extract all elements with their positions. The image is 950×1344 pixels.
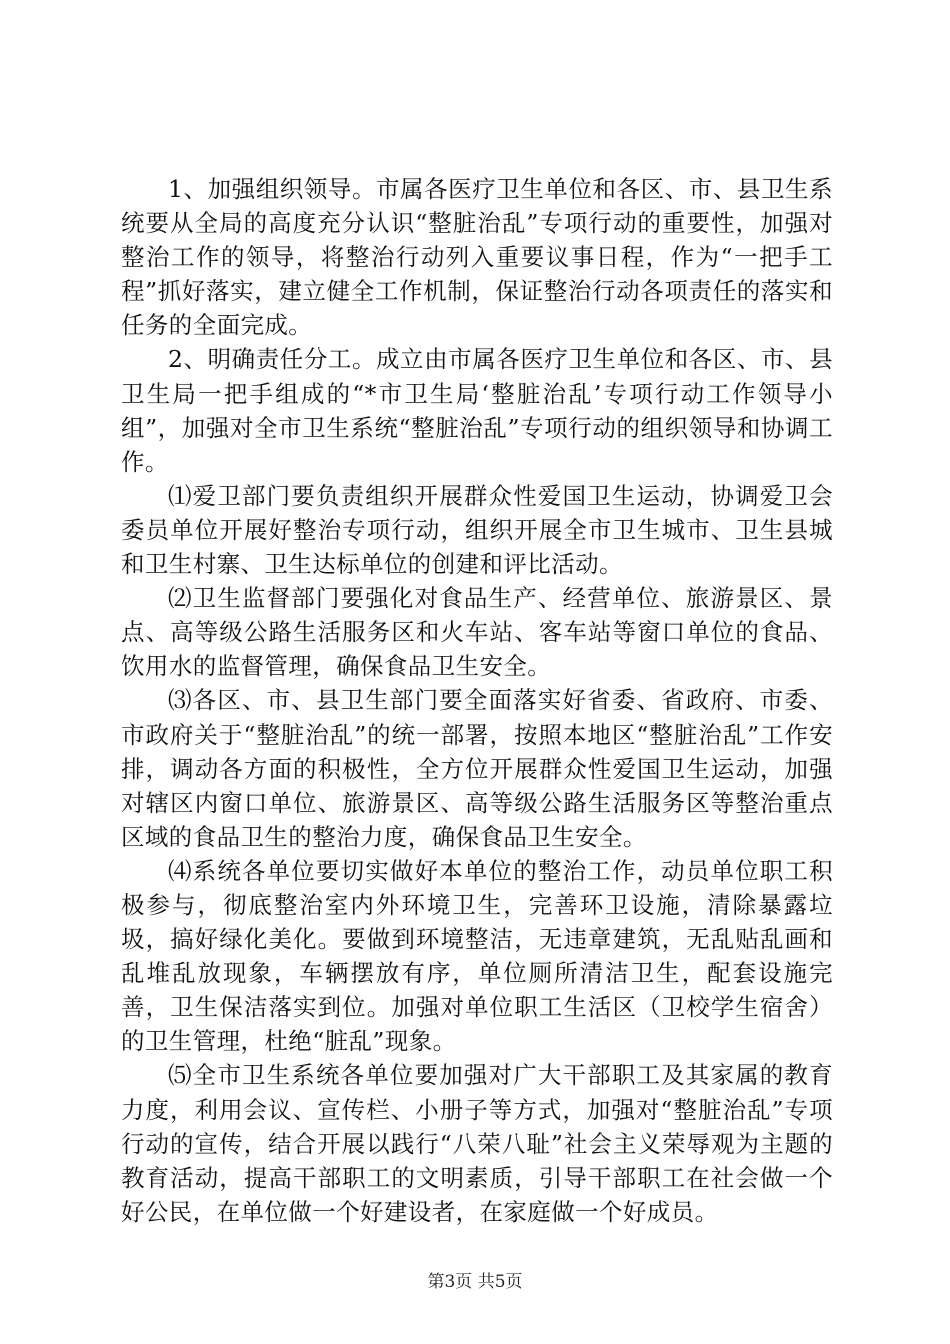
paragraph-item-3: ⑶各区、市、县卫生部门要全面落实好省委、省政府、市委、市政府关于“整脏治乱”的统一部署，按照本地区“整脏治乱”工作安排，调动各方面的积极性，全方位开展群众性爱国卫生运动，加强对辖区内窗口单位、旅游景区、高等级公路生活服务区等整治重点区域的食品卫生的整治力度，确保食品卫生安全。 bbox=[121, 686, 833, 851]
document-body bbox=[121, 172, 833, 1229]
paragraph-item-5: ⑸全市卫生系统各单位要加强对广大干部职工及其家属的教育力度，利用会议、宣传栏、小册子等方式，加强对“整脏治乱”专项行动的宣传，结合开展以践行“八荣八耻”社会主义荣辱观为主题的教育活动，提高干部职工的文明素质，引导干部职工在社会做一个好公民，在单位做一个好建设者，在家庭做一个好成员。 bbox=[121, 1061, 833, 1226]
paragraph-item-4: ⑷系统各单位要切实做好本单位的整治工作，动员单位职工积极参与，彻底整治室内外环境卫生，完善环卫设施，清除暴露垃圾，搞好绿化美化。要做到环境整洁，无违章建筑，无乱贴乱画和乱堆乱放现象，车辆摆放有序，单位厕所清洁卫生，配套设施完善，卫生保洁落实到位。加强对单位职工生活区（卫校学生宿舍）的卫生管理，杜绝“脏乱”现象。 bbox=[121, 856, 833, 1056]
page-number-footer: 第3页 共5页 bbox=[427, 1272, 523, 1292]
paragraph-responsibility: 2、明确责任分工。成立由市属各医疗卫生单位和各区、市、县卫生局一把手组成的“*市卫生局‘整脏治乱’专项行动工作领导小组”，加强对全市卫生系统“整脏治乱”专项行动的组织领导和协调工作。 bbox=[121, 345, 833, 476]
paragraph-item-1: ⑴爱卫部门要负责组织开展群众性爱国卫生运动，协调爱卫会委员单位开展好整治专项行动，组织开展全市卫生城市、卫生县城和卫生村寨、卫生达标单位的创建和评比活动。 bbox=[121, 481, 833, 579]
paragraph-item-2: ⑵卫生监督部门要强化对食品生产、经营单位、旅游景区、景点、高等级公路生活服务区和火车站、客车站等窗口单位的食品、饮用水的监督管理，确保食品卫生安全。 bbox=[121, 584, 833, 681]
paragraph-leadership: 1、加强组织领导。市属各医疗卫生单位和各区、市、县卫生系统要从全局的高度充分认识“整脏治乱”专项行动的重要性，加强对整治工作的领导，将整治行动列入重要议事日程，作为“一把手工程”抓好落实，建立健全工作机制，保证整治行动各项责任的落实和任务的全面完成。 bbox=[121, 175, 833, 340]
